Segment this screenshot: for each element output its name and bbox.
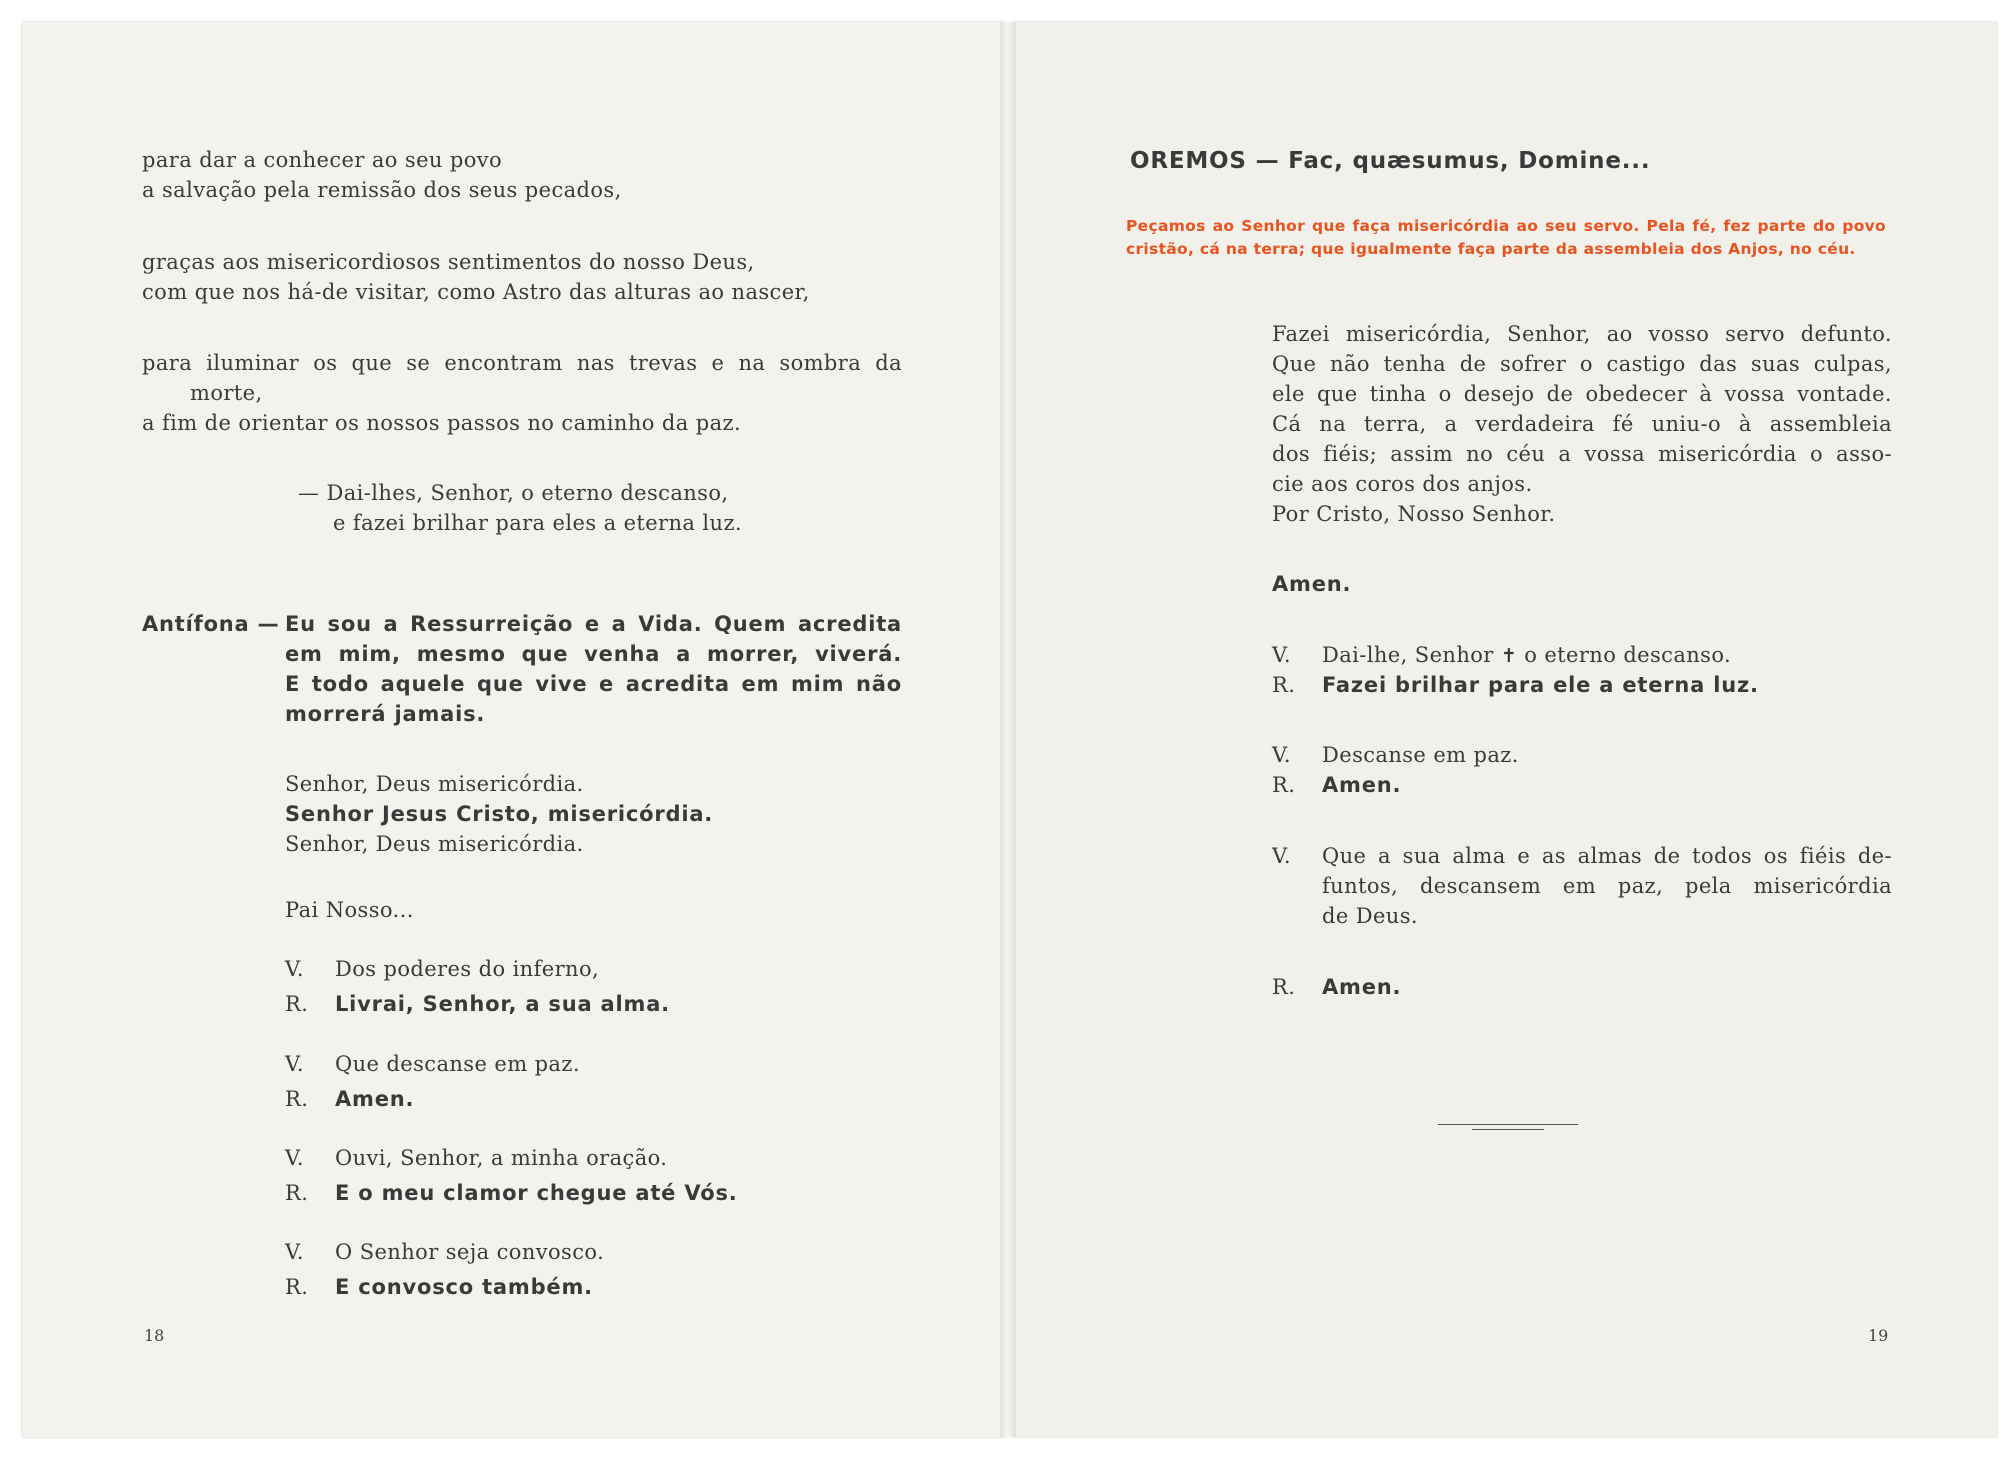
versicle-r: R. Amen.: [285, 1087, 415, 1111]
prayer-line-7: Por Cristo, Nosso Senhor.: [1272, 502, 1556, 526]
canticle-line-2: a salvação pela remissão dos seus pecados,: [142, 178, 622, 202]
versicle-v: V. O Senhor seja convosco.: [285, 1240, 605, 1264]
refrain-line-1: — Dai-lhes, Senhor, o eterno descanso,: [298, 481, 729, 505]
closing-rule-short: [1472, 1129, 1544, 1130]
prayer-line-6: cie aos coros dos anjos.: [1272, 472, 1533, 496]
versicle-r: R. E convosco também.: [285, 1275, 593, 1299]
versicle-v: V. Dos poderes do inferno,: [285, 957, 600, 981]
versicle-r: R. Amen.: [1272, 773, 1402, 797]
versicle-v: V. Ouvi, Senhor, a minha oração.: [285, 1146, 668, 1170]
prayer-line-3: ele que tinha o desejo de obedecer à vossa vontade.: [1272, 382, 1892, 406]
book-gutter: [1000, 22, 1016, 1437]
versicle-r: R. Fazei brilhar para ele a eterna luz.: [1272, 673, 1759, 697]
canticle-line-6: morte,: [190, 381, 263, 405]
oremos-heading: OREMOS — Fac, quæsumus, Domine...: [1130, 148, 1651, 174]
prayer-line-5: dos fiéis; assim no céu a vossa misericórdia o asso-: [1272, 442, 1892, 466]
antiphon-label: Antífona —: [142, 612, 280, 636]
versicle-v: V. Descanse em paz.: [1272, 743, 1519, 767]
versicle-v-label: V.: [1272, 844, 1291, 868]
refrain-line-2: e fazei brilhar para eles a eterna luz.: [333, 511, 743, 535]
rubric-text: Peçamos ao Senhor que faça misericórdia ao seu servo. Pela fé, fez parte do povo cristão, cá na terra; que igualmente faça parte da assembleia dos Anjos, no céu.: [1126, 217, 1886, 258]
kyrie-line-1: Senhor, Deus misericórdia.: [285, 772, 584, 796]
kyrie-line-3: Senhor, Deus misericórdia.: [285, 832, 584, 856]
page-number-left: 18: [144, 1326, 165, 1345]
versicle-v-line-2: funtos, descansem em paz, pela misericórdia: [1322, 874, 1892, 898]
prayer-line-4: Cá na terra, a verdadeira fé uniu-o à assembleia: [1272, 412, 1892, 436]
versicle-v: V. Que descanse em paz.: [285, 1052, 580, 1076]
canticle-line-7: a fim de orientar os nossos passos no caminho da paz.: [142, 411, 742, 435]
canticle-line-3: graças aos misericordiosos sentimentos do nosso Deus,: [142, 250, 755, 274]
canticle-line-4: com que nos há-de visitar, como Astro das alturas ao nascer,: [142, 280, 810, 304]
canticle-line-5: para iluminar os que se encontram nas trevas e na sombra da: [142, 351, 902, 375]
versicle-r: R. E o meu clamor chegue até Vós.: [285, 1181, 738, 1205]
left-page: [22, 22, 1005, 1437]
versicle-v-line-3: de Deus.: [1322, 904, 1418, 928]
versicle-v: V. Dai-lhe, Senhor ✝ o eterno descanso.: [1272, 643, 1732, 667]
versicle-r: R. Amen.: [1272, 975, 1402, 999]
antiphon-line-2: em mim, mesmo que venha a morrer, viverá.: [285, 642, 902, 666]
versicle-v-line-1: Que a sua alma e as almas de todos os fiéis de-: [1322, 844, 1892, 868]
pater-noster: Pai Nosso...: [285, 898, 414, 922]
closing-rule: [1438, 1124, 1578, 1125]
versicle-r: R. Livrai, Senhor, a sua alma.: [285, 992, 670, 1016]
kyrie-line-2: Senhor Jesus Cristo, misericórdia.: [285, 802, 714, 826]
page-number-right: 19: [1868, 1326, 1889, 1345]
prayer-line-1: Fazei misericórdia, Senhor, ao vosso servo defunto.: [1272, 322, 1892, 346]
canticle-line-1: para dar a conhecer ao seu povo: [142, 148, 503, 172]
antiphon-line-3: E todo aquele que vive e acredita em mim não: [285, 672, 902, 696]
antiphon-line-4: morrerá jamais.: [285, 702, 486, 726]
cross-icon: ✝: [1500, 645, 1518, 667]
antiphon-line-1: Eu sou a Ressurreição e a Vida. Quem acredita: [285, 612, 902, 636]
amen-response: Amen.: [1272, 572, 1352, 596]
prayer-line-2: Que não tenha de sofrer o castigo das suas culpas,: [1272, 352, 1892, 376]
